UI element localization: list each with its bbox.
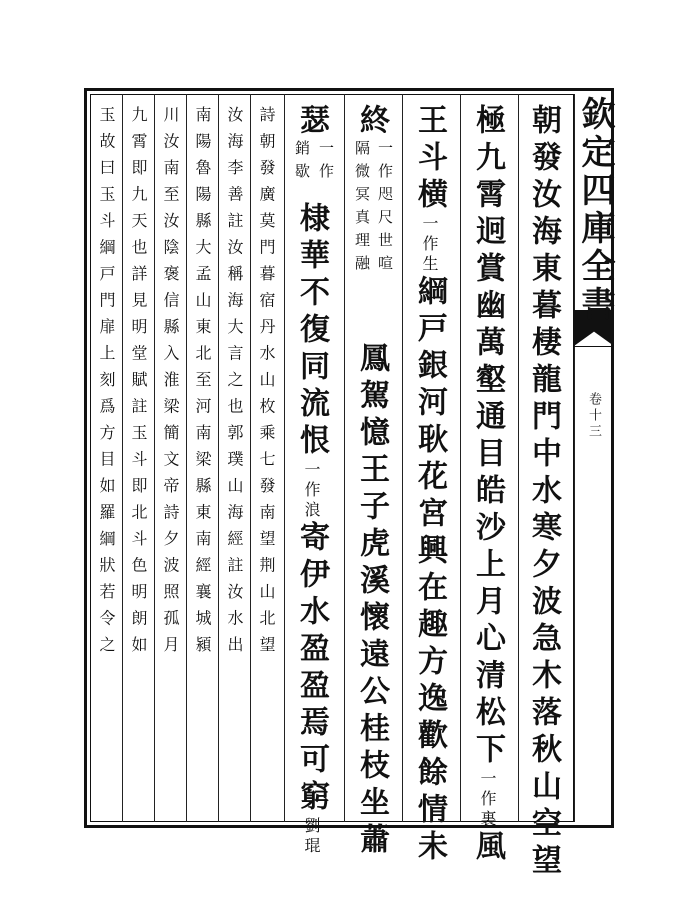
column-rule [518, 94, 519, 822]
commentary-column-6: 玉故曰玉斗綱戸門扉上刻爲方目如羅綱狀若令之 [97, 106, 116, 663]
text-column-4-head: 終 [354, 104, 389, 141]
column-rule [344, 94, 345, 822]
column-rule [250, 94, 251, 822]
text-segment: 綱戸銀河耿花宮興在趣方逸歡餘情未 [412, 275, 447, 867]
commentary-column-4: 川汝南至汝陰褒信縣入淮梁簡文帝詩夕波照孤月 [161, 106, 180, 663]
variant-note: 一作裏 [478, 770, 497, 830]
text-segment: 寄伊水盈盈焉可窮 [294, 521, 329, 817]
commentary-column-2: 汝海李善註汝稱海大言之也郭璞山海經註汝水出 [225, 106, 244, 663]
text-column-5-head: 瑟 [294, 104, 329, 141]
column-rule [402, 94, 403, 822]
commentary-column-3: 南陽魯陽縣大孟山東北至河南梁縣東南經襄城潁 [193, 106, 212, 663]
variant-note-right: 一作 [317, 140, 335, 186]
commentary-column-1: 詩朝發廣莫門暮宿丹水山枚乘七發南望荆山北望 [257, 106, 276, 663]
juan-number: 卷十三 [586, 392, 601, 440]
text-column-4: 鳳駕憶王子虎溪懷遠公桂枝坐蕭 [354, 342, 389, 860]
fishtail-rule [574, 346, 614, 347]
variant-note-left: 隔微冥真理融 [353, 140, 371, 278]
column-rule [122, 94, 123, 822]
author-note: 劉琨 [302, 817, 321, 857]
column-rule [218, 94, 219, 822]
text-column-5 [294, 202, 329, 857]
text-column-3 [412, 104, 447, 867]
text-column-2 [470, 104, 505, 867]
column-rule [460, 94, 461, 822]
text-column-1: 朝發汝海東暮棲龍門中水寒夕波急木落秋山空望 [526, 104, 561, 881]
variant-note: 一作浪 [302, 461, 321, 521]
column-rule [284, 94, 285, 822]
variant-note-left: 銷歇 [293, 140, 311, 186]
text-segment: 王斗横 [412, 104, 447, 215]
variant-note: 一作生 [420, 215, 439, 275]
column-rule [154, 94, 155, 822]
text-segment: 風 [470, 830, 505, 867]
variant-note-right: 一作咫尺世喧 [376, 140, 394, 278]
text-segment: 極九霄迥賞幽萬壑通目皓沙上月心清松下 [470, 104, 505, 770]
column-rule [186, 94, 187, 822]
commentary-column-5: 九霄即九天也詳見明堂賦註玉斗即北斗色明朗如 [129, 106, 148, 663]
text-segment: 棣華不復同流恨 [294, 202, 329, 461]
book-title: 欽定四庫全書 [575, 96, 615, 324]
